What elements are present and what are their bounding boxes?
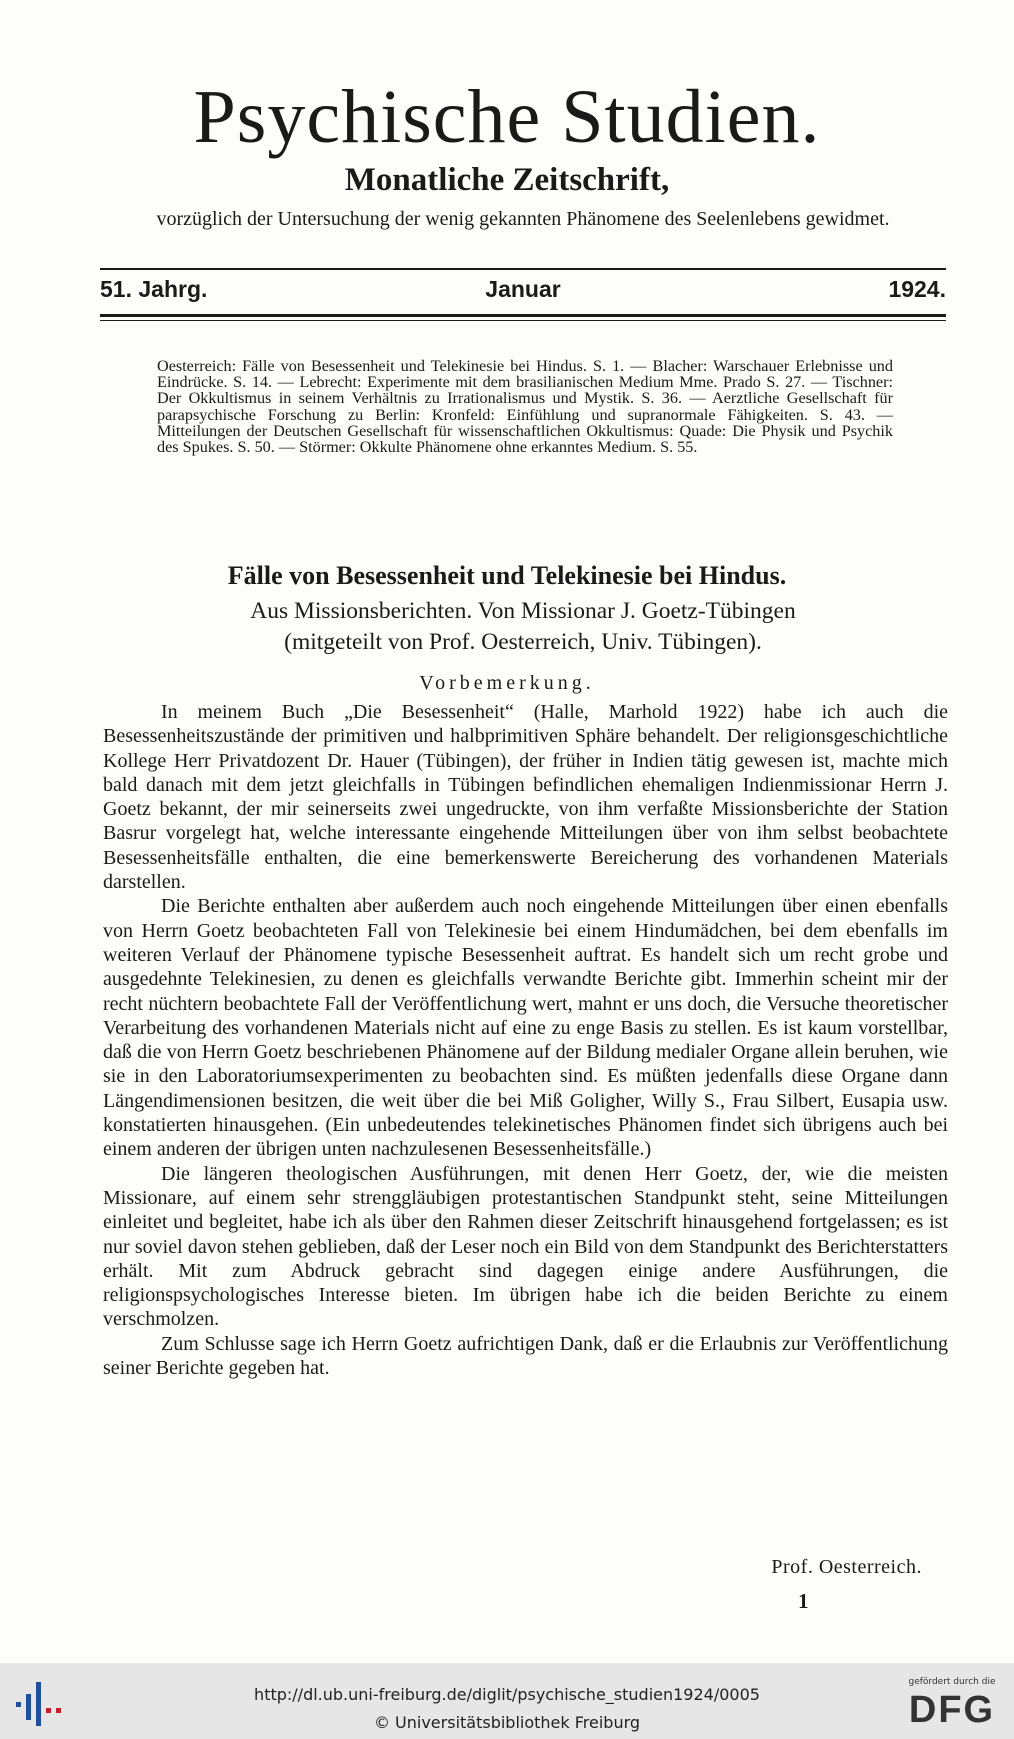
paragraph: Zum Schlusse sage ich Herrn Goetz aufrichtigen Dank, daß er die Erlaubnis zur Veröffentlichung seiner Berichte gegeben hat. — [103, 1332, 948, 1380]
journal-subtitle: Monatliche Zeitschrift, — [344, 162, 670, 198]
paragraph: Die längeren theologischen Ausführungen, mit denen Herr Goetz, der, wie die meisten Missionare, auf einem sehr strenggläubigen protestantischen Standpunkt steht, seine Mitteilungen einleitet und begleitet, habe ich als über den Rahmen dieser Zeitschrift hinausgehend fortgelassen; es ist nur soviel davon stehen geblieben, daß der Leser noch ein Bild von dem Standpunkt des Berichterstatters erhält. Mit zum Abdruck gebracht sind dagegen einige andere Ausführungen, die religionspsychologisches Interesse bieten. Im übrigen habe ich die beiden Berichte zu einem verschmolzen. — [103, 1162, 948, 1331]
article-body — [103, 700, 948, 1380]
article-title: Fälle von Besessenheit und Telekinesie bei Hindus. — [227, 561, 787, 590]
paragraph: Die Berichte enthalten aber außerdem auch noch eingehende Mitteilungen über einen ebenfalls von Herrn Goetz beobachteten Fall von Telekinesie bei einem Hindumädchen, bei dem ebenfalls im weiteren Verlauf der Phänomene typische Besessenheit auftrat. Es handelt sich um recht grobe und ausgedehnte Telekinesien, zu denen es gleichfalls verwandte Berichte gibt. Immerhin scheint mir der recht nüchtern beobachtete Fall der Veröffentlichung wert, mahnt er uns doch, die Versuche theoretischer Verarbeitung des vorhandenen Materials nicht auf eine zu enge Basis zu stellen. Es ist kaum vorstellbar, daß die von Herrn Goetz beschriebenen Phänomene auf der Bildung medialer Organe allein beruhen, wie sie in den Laboratoriumsexperimenten zu beobachten sind. Es müßten jedenfalls diese Organe dann Längendimensionen besitzen, die weit über die bei Miß Goligher, Willy S., Frau Silbert, Eusapia usw. konstatierten hinausgehen. (Ein unbedeutendes telekinetisches Phänomen findet sich übrigens auch bei einem anderen der übrigen unten nachzulesenen Besessenheitsfälle.) — [103, 895, 948, 1161]
author-signature: Prof. Oesterreich. — [771, 1556, 922, 1578]
article-subtitle-line-1: Aus Missionsberichten. Von Missionar J. Goetz-Tübingen — [250, 598, 796, 624]
dfg-funding-note: gefördert durch die — [908, 1677, 996, 1687]
dfg-logo — [896, 1677, 1008, 1735]
paragraph: In meinem Buch „Die Besessenheit“ (Halle, Marhold 1922) habe ich auch die Besessenheitszustände der primitiven und halbprimitiven Sphäre behandelt. Der religionsgeschichtliche Kollege Herr Privatdozent Dr. Hauer (Tübingen), der früher in Indien tätig gewesen ist, machte mich bald danach mit dem jetzt gleichfalls in Tübingen befindlichen ehemaligen Indienmissionar Herrn J. Goetz bekannt, der mir seinerseits zwei ungedruckte, von ihm verfaßte Missionsberichte der Station Basrur vorgelegt hat, welche interessante eingehende Mitteilungen über von ihm selbst beobachtete Besessenheitsfälle enthalten, die eine bemerkenswerte Bereicherung des vorhandenen Materials darstellen. — [103, 701, 948, 894]
permalink-url[interactable]: http://dl.ub.uni-freiburg.de/diglit/psychische_studien1924/0005 — [254, 1685, 760, 1704]
article-subtitle-line-2: (mitgeteilt von Prof. Oesterreich, Univ. Tübingen). — [284, 629, 762, 655]
article-subtitle — [100, 596, 946, 658]
issue-volume: 51. Jahrg. — [100, 276, 208, 302]
page-number: 1 — [798, 1589, 809, 1613]
issue-year: 1924. — [888, 276, 946, 302]
journal-title: Psychische Studien. — [193, 75, 821, 159]
section-heading: Vorbemerkung. — [419, 672, 595, 694]
header-rule-bottom-2 — [100, 320, 946, 321]
header-rule-top — [100, 268, 946, 270]
issue-month: Januar — [485, 276, 561, 302]
header-rule-bottom-1 — [100, 314, 946, 317]
dfg-wordmark: DFG — [908, 1689, 996, 1731]
issue-line — [100, 276, 946, 306]
toc-text: Oesterreich: Fälle von Besessenheit und Telekinesie bei Hindus. S. 1. — Blacher: Warschauer Erlebnisse und Eindrücke. S. 14. — Lebrecht: Experimente mit dem brasilianischen Medium Mme. Prado S. 27. — Tischner: Der Okkultismus in seinem Verhältnis zu Irrationalismus und Mystik. S. 36. — Aerztliche Gesellschaft für parapsychische Forschung zu Berlin: Kronfeld: Einfühlung und supranormale Fähigkeiten. S. 43. — Mitteilungen der Deutschen Gesellschaft für wissenschaftlichen Okkultismus: Quade: Die Physik und Psychik des Spukes. S. 50. — Störmer: Okkulte Phänomene ohne erkanntes Medium. S. 55. — [157, 357, 893, 457]
table-of-contents — [157, 358, 893, 455]
copyright-notice: © Universitätsbibliothek Freiburg — [373, 1713, 641, 1732]
journal-dedication: vorzüglich der Untersuchung der wenig gekannten Phänomene des Seelenlebens gewidmet. — [156, 208, 890, 230]
